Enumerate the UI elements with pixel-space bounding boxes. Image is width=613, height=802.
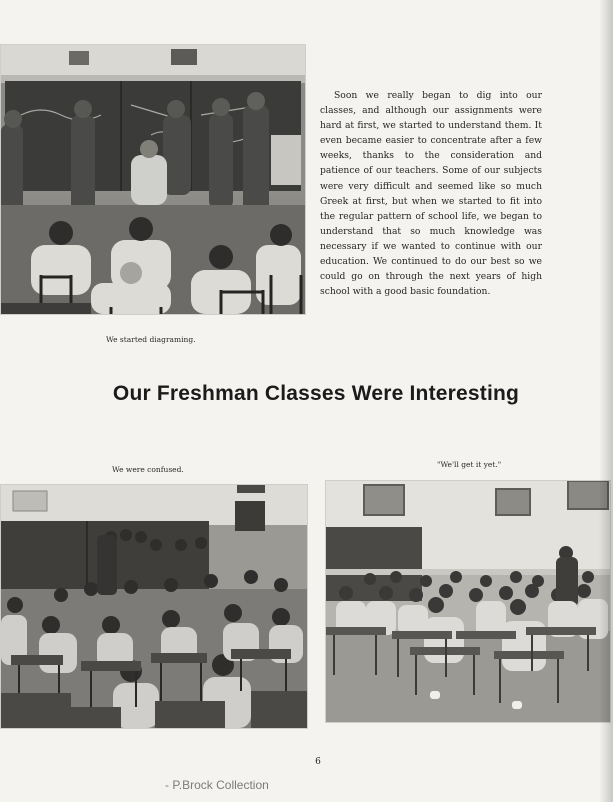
photo-classroom-get-it-yet-image <box>326 481 610 722</box>
photo-blackboard-diagramming <box>1 45 305 314</box>
photo-classroom-get-it-yet <box>326 481 610 722</box>
page-number: 6 <box>315 757 321 767</box>
article-body-text: Soon we really began to dig into our classes, and although our assignments were hard at first, we started to understand them. It even became easier to concentrate after a few weeks, thanks to the consideration and patience of our teachers. Some of our subjects were very difficult and seemed like so much Greek at first, but when we started to fit into the regular pattern of school life, we began to understand that so much knowledge was necessary if we wanted to continue with our education. We continued to do our best so we could go on through the next years of high school with a good basic foundation. <box>320 90 542 298</box>
photo-classroom-confused <box>1 485 307 728</box>
photo-classroom-confused-image <box>1 485 307 728</box>
caption-bottom-left-photo: We were confused. <box>112 465 184 474</box>
page-edge-shadow <box>599 0 613 802</box>
page-headline: Our Freshman Classes Were Interesting <box>112 382 520 405</box>
caption-bottom-right-photo: "We'll get it yet." <box>437 460 502 469</box>
collection-watermark: - P.Brock Collection <box>165 778 269 792</box>
caption-top-photo: We started diagraming. <box>106 335 196 344</box>
photo-blackboard-diagramming-image <box>1 45 305 314</box>
